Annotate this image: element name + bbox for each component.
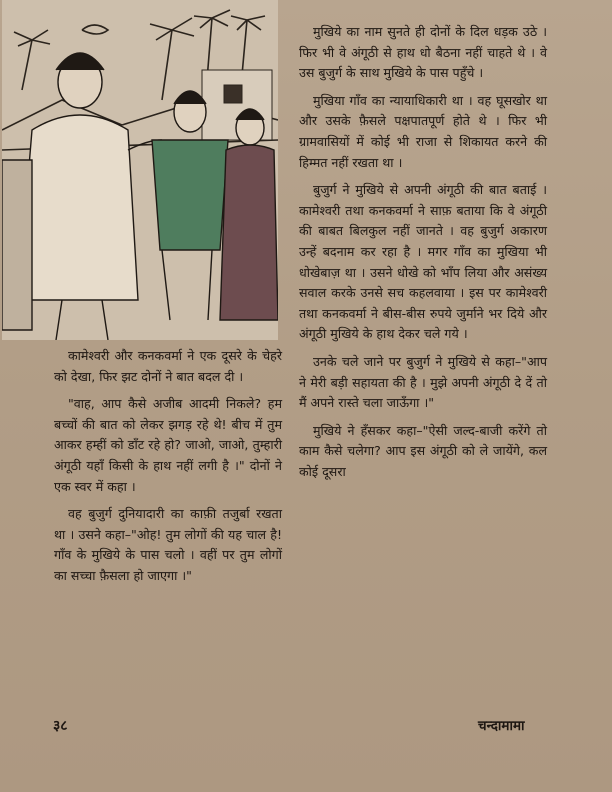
paragraph: मुखिया गाँव का न्यायाधिकारी था । वह घूसखोर था और उसके फ़ैसले पक्षपातपूर्ण होते थे । फिर भी ग्रामवासियों में कोई भी राजा से शिकायत करने की हिम्मत नहीं रखता था । [299, 92, 547, 170]
text-column-left [54, 346, 282, 587]
paragraph: बुजुर्ग ने मुखिये से अपनी अंगूठी की बात बताई । कामेश्वरी तथा कनकवर्मा ने साफ़ बताया कि वे अंगूठी की बाबत बिलकुल नहीं जानते । वह बुजुर्ग अकारण उन्हें बदनाम कर रहा है । मगर गाँव का मुखिया भी धोखेबाज़ था । उसने धोखे को भाँप लिया और असंख्य सवाल करके उनसे सच कहलवाया । इस पर कामेश्वरी तथा कनकवर्मा ने बीस-बीस रुपये जुर्माने भर दिये और अंगूठी मुखिये के हाथ देकर चले गये । [299, 182, 547, 342]
paragraph: मुखिये का नाम सुनते ही दोनों के दिल धड़क उठे । फिर भी वे अंगूठी से हाथ धो बैठना नहीं चाहते थे । वे उस बुजुर्ग के साथ मुखिये के पास पहुँचे । [299, 24, 547, 81]
paragraph: उनके चले जाने पर बुजुर्ग ने मुखिये से कहा–"आप ने मेरी बड़ी सहायता की है । मुझे अपनी अंगूठी दे दें तो मैं अपने रास्ते चला जाऊँगा ।" [299, 353, 547, 411]
magazine-name: चन्दामामा [478, 718, 525, 734]
paragraph: "वाह, आप कैसे अजीब आदमी निकले? हम बच्चों की बात को लेकर झगड़ रहे थे! बीच में तुम आकर हम्हीं को डाँट रहे हो? जाओ, जाओ, तुम्हारी अंगूठी यहाँ किसी के हाथ नहीं लगी है ।" दोनों ने एक स्वर में कहा । [54, 396, 282, 494]
paragraph: मुखिये ने हँसकर कहा–"ऐसी जल्द-बाजी करेंगे तो काम कैसे चलेगा? आप इस अंगूठी को ले जायेंगे, कल कोई दूसरा [299, 422, 547, 479]
paragraph: कामेश्वरी और कनकवर्मा ने एक दूसरे के चेहरे को देखा, फिर झट दोनों ने बात बदल दी । [54, 348, 282, 384]
village-scene-drawing [2, 0, 278, 340]
page-number: ३८ [53, 718, 68, 734]
text-column-right [299, 22, 547, 482]
story-illustration [2, 0, 278, 340]
paragraph: वह बुजुर्ग दुनियादारी का काफ़ी तजुर्बा रखता था । उसने कहा–"ओह! तुम लोगों की यह चाल है! गाँव के मुखिये के पास चलो । वहीं पर तुम लोगों का सच्चा फ़ैसला हो जाएगा ।" [54, 506, 282, 583]
